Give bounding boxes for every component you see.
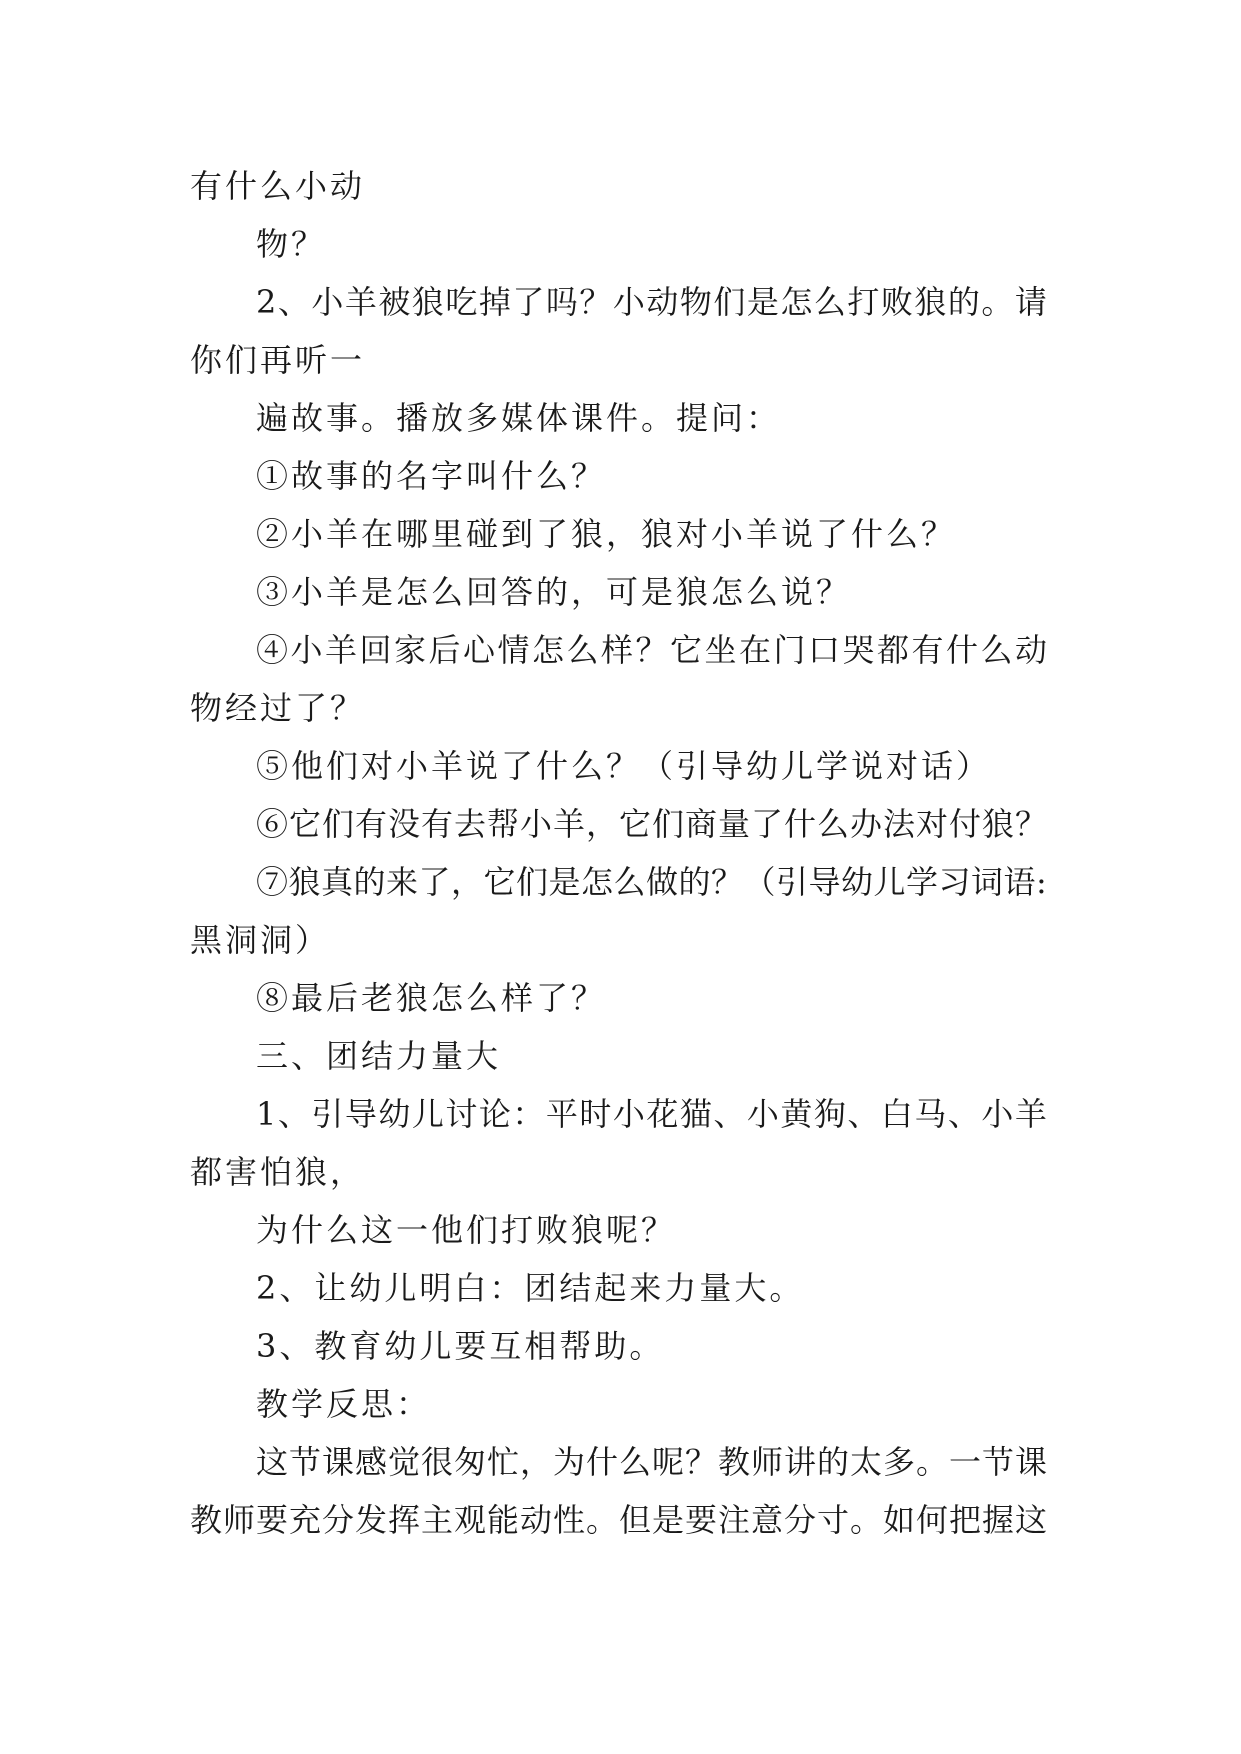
text-line: 1、引导幼儿讨论：平时小花猫、小黄狗、白马、小羊 bbox=[256, 1095, 1049, 1133]
text-line: ①故事的名字叫什么？ bbox=[256, 457, 607, 495]
text-line: ③小羊是怎么回答的，可是狼怎么说？ bbox=[256, 573, 852, 611]
text-line: 3、教育幼儿要互相帮助。 bbox=[256, 1327, 665, 1365]
text-line: 为什么这一他们打败狼呢？ bbox=[256, 1211, 677, 1249]
text-line: 这节课感觉很匆忙，为什么呢？教师讲的太多。一节课 bbox=[256, 1443, 1049, 1481]
text-line: 2、小羊被狼吃掉了吗？小动物们是怎么打败狼的。请 bbox=[256, 283, 1049, 321]
text-line: 你们再听一 bbox=[190, 341, 366, 379]
text-line: 教师要充分发挥主观能动性。但是要注意分寸。如何把握这 bbox=[190, 1501, 1049, 1539]
text-line: 有什么小动 bbox=[190, 167, 366, 205]
text-line: 遍故事。播放多媒体课件。提问： bbox=[256, 399, 782, 437]
text-line: 2、让幼儿明白：团结起来力量大。 bbox=[256, 1269, 805, 1307]
text-line: ④小羊回家后心情怎么样？它坐在门口哭都有什么动 bbox=[256, 631, 1050, 669]
section-heading: 教学反思： bbox=[256, 1385, 432, 1423]
text-line: ⑤他们对小羊说了什么？（引导幼儿学说对话） bbox=[256, 747, 992, 785]
text-line: 物？ bbox=[256, 225, 327, 263]
text-line: 都害怕狼， bbox=[190, 1153, 366, 1191]
text-line: ⑦狼真的来了，它们是怎么做的？（引导幼儿学习词语: bbox=[256, 863, 1048, 901]
text-line: ⑧最后老狼怎么样了？ bbox=[256, 979, 607, 1017]
text-line: ②小羊在哪里碰到了狼，狼对小羊说了什么？ bbox=[256, 515, 957, 553]
section-heading: 三、团结力量大 bbox=[256, 1037, 502, 1075]
text-line: 物经过了？ bbox=[190, 689, 366, 727]
text-line: 黑洞洞） bbox=[190, 921, 331, 959]
text-line: ⑥它们有没有去帮小羊，它们商量了什么办法对付狼？ bbox=[256, 805, 1049, 843]
